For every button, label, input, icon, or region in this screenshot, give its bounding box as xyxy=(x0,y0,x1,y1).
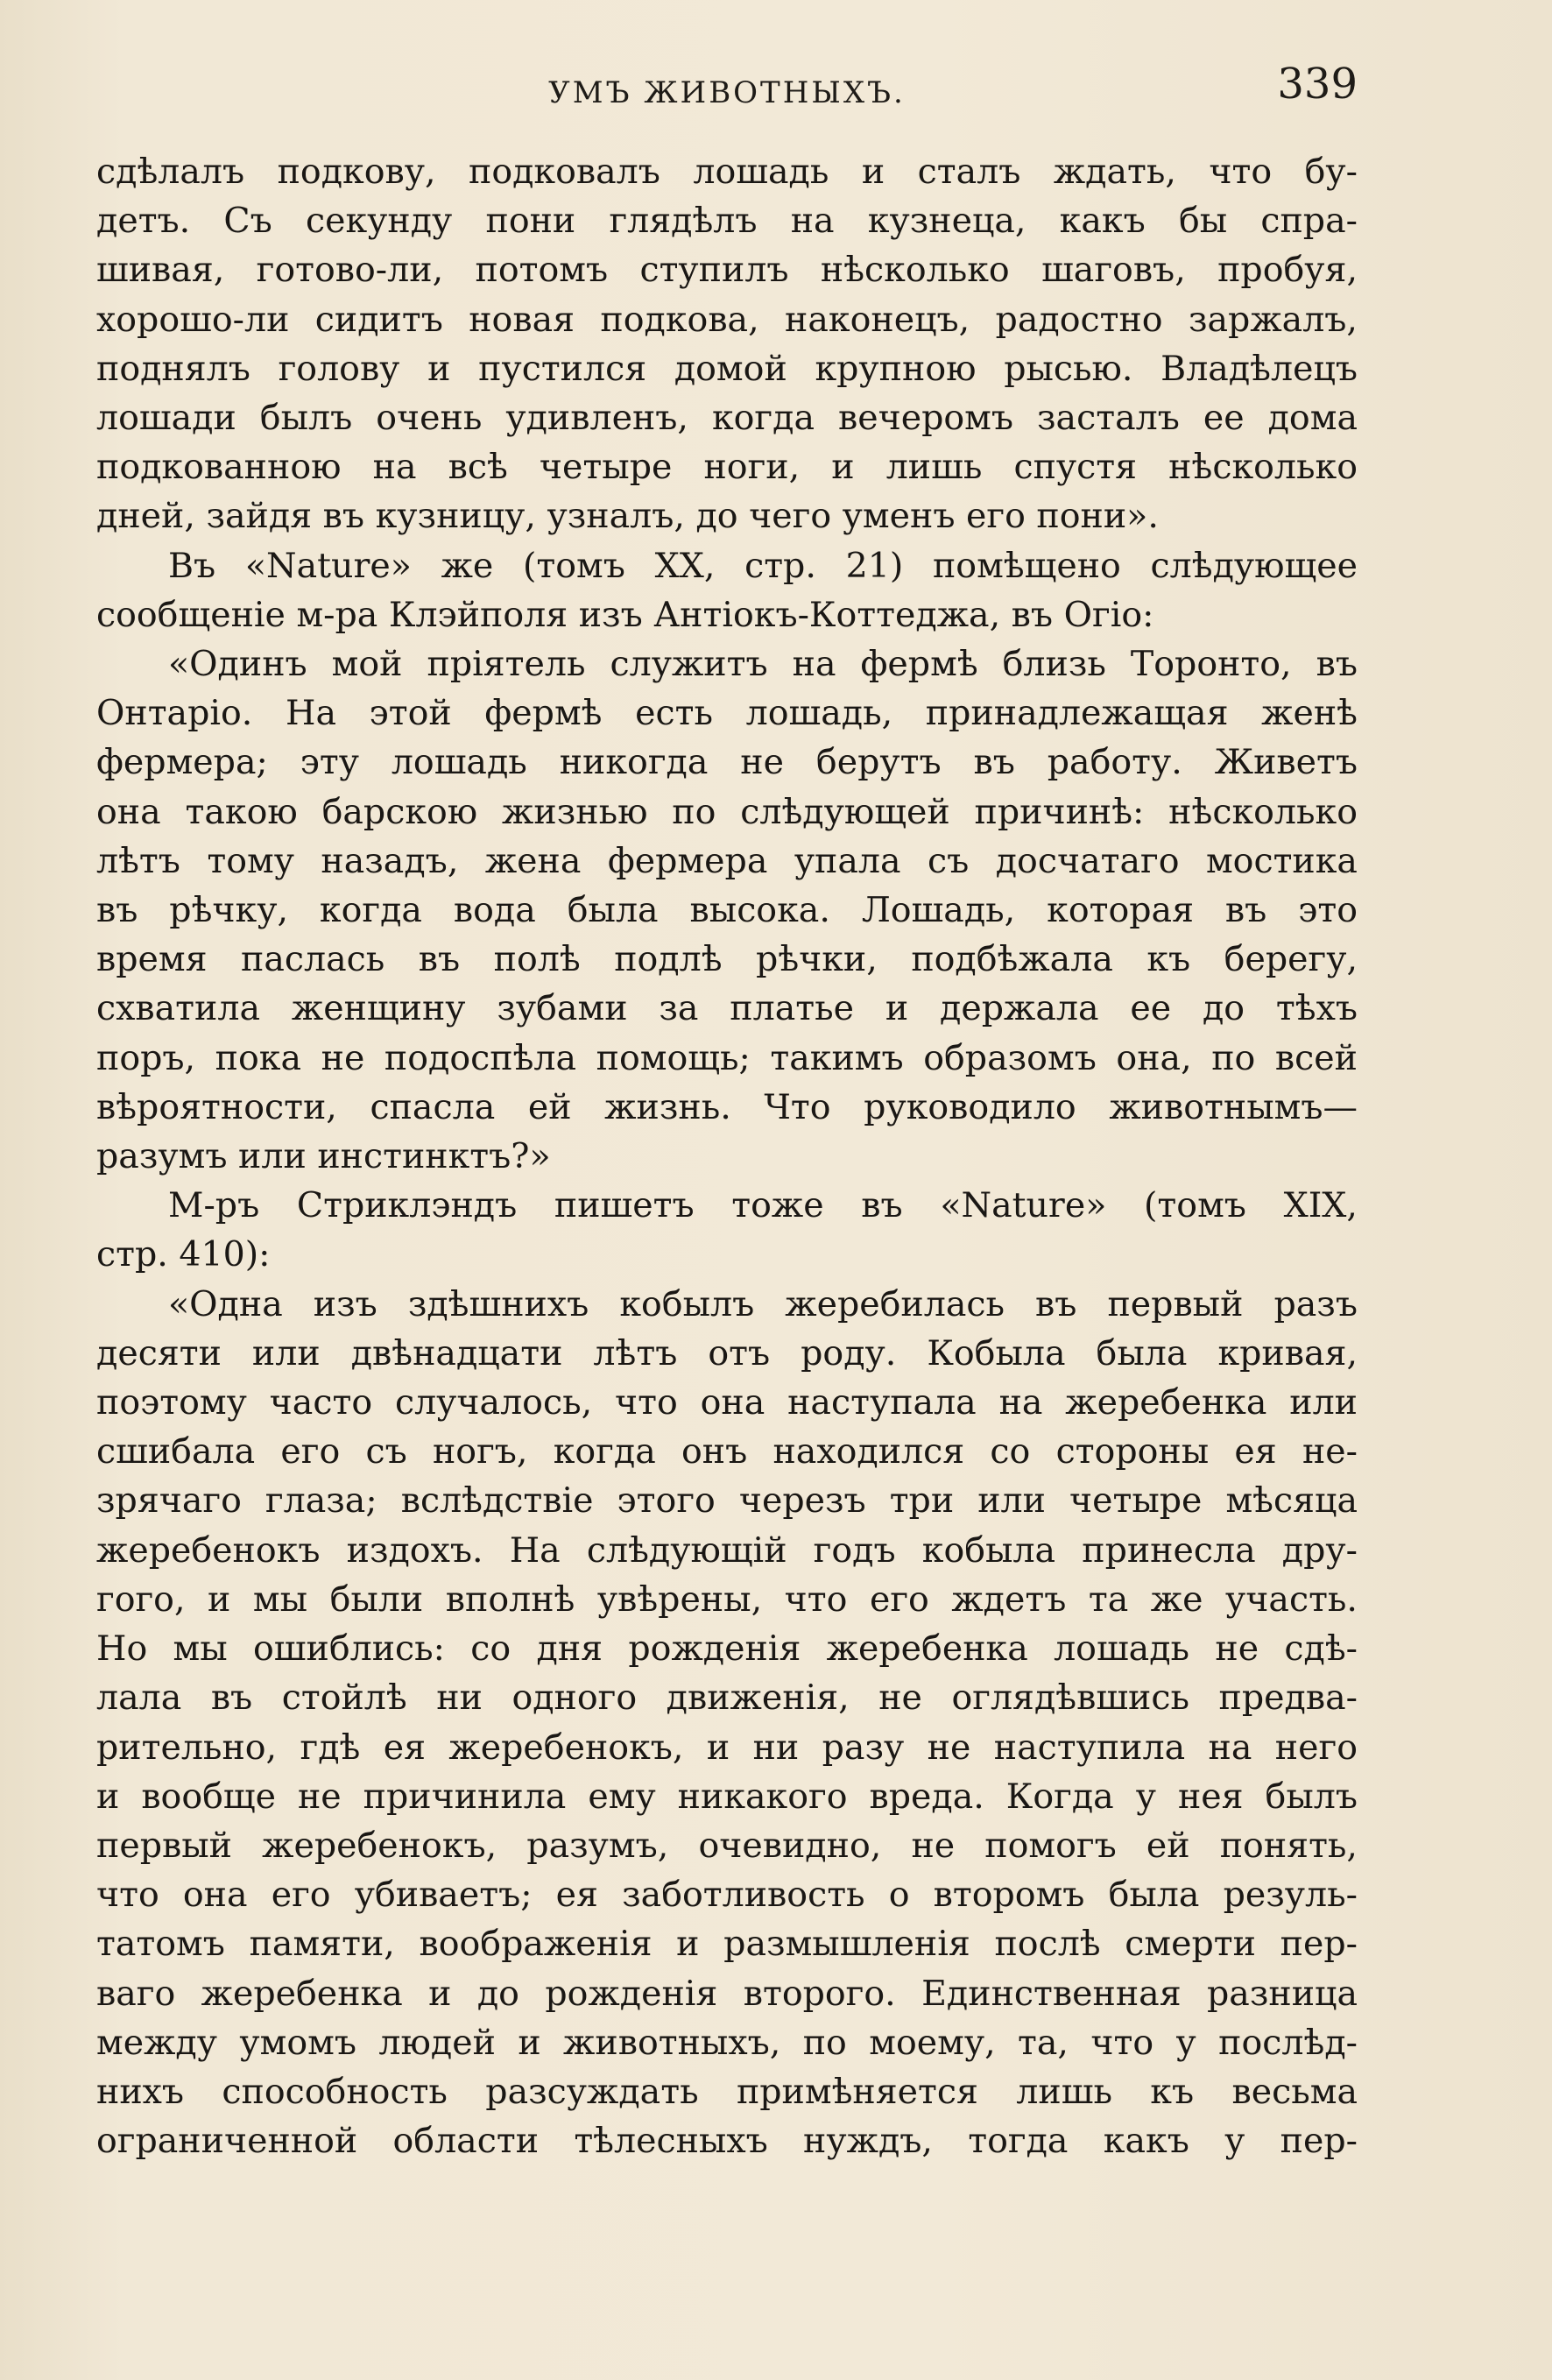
text-line: поднялъ голову и пустился домой крупною рысью. Владѣлецъ xyxy=(96,348,1358,389)
text-line: рительно, гдѣ ея жеребенокъ, и ни разу не наступила на него xyxy=(96,1727,1358,1768)
text-line: она такою барскою жизнью по слѣдующей причинѣ: нѣсколько xyxy=(96,791,1358,832)
text-line: Въ «Nature» же (томъ XX, стр. 21) помѣщено слѣдующее xyxy=(168,545,1358,586)
text-line: лала въ стойлѣ ни одного движенія, не оглядѣвшись предва- xyxy=(96,1677,1358,1719)
text-line: Онтаріо. На этой фермѣ есть лошадь, принадлежащая женѣ xyxy=(96,693,1358,734)
text-line: зрячаго глаза; вслѣдствіе этого черезъ три или четыре мѣсяца xyxy=(96,1480,1358,1522)
text-line: шивая, готово-ли, потомъ ступилъ нѣсколько шаговъ, пробуя, xyxy=(96,250,1358,291)
text-line: ограниченной области тѣлесныхъ нуждъ, тогда какъ у пер- xyxy=(96,2121,1358,2162)
text-line: подкованною на всѣ четыре ноги, и лишь спустя нѣсколько xyxy=(96,447,1358,488)
text-line: сдѣлалъ подкову, подковалъ лошадь и сталъ ждать, что бу- xyxy=(96,152,1358,192)
text-line: татомъ памяти, воображенія и размышленія послѣ смерти пер- xyxy=(96,1924,1358,1965)
text-line: М-ръ Стриклэндъ пишетъ тоже въ «Nature» (томъ XIX, xyxy=(168,1185,1358,1226)
text-line: гого, и мы были вполнѣ увѣрены, что его ждетъ та же участь. xyxy=(96,1578,1358,1620)
text-line: сообщеніе м-ра Клэйполя изъ Антіокъ-Коттеджа, въ Огіо: xyxy=(96,594,1154,635)
text-line: хорошо-ли сидитъ новая подкова, наконецъ, радостно заржалъ, xyxy=(96,299,1358,340)
text-line: «Одинъ мой пріятель служитъ на фермѣ близь Торонто, въ xyxy=(168,644,1358,685)
text-line: дней, зайдя въ кузницу, узналъ, до чего уменъ его пони». xyxy=(96,496,1159,537)
text-line: поръ, пока не подоспѣла помощь; такимъ образомъ она, по всей xyxy=(96,1037,1358,1078)
body-text xyxy=(96,147,1358,2165)
text-line: и вообще не причинила ему никакого вреда. Когда у нея былъ xyxy=(96,1776,1358,1817)
text-line: «Одна изъ здѣшнихъ кобылъ жеребилась въ первый разъ xyxy=(168,1283,1358,1324)
text-line: разумъ или инстинктъ?» xyxy=(96,1136,551,1177)
text-line: первый жеребенокъ, разумъ, очевидно, не помогъ ей понять, xyxy=(96,1825,1358,1866)
text-line: въ рѣчку, когда вода была высока. Лошадь, которая въ это xyxy=(96,890,1358,931)
text-line: время паслась въ полѣ подлѣ рѣчки, подбѣжала къ берегу, xyxy=(96,939,1358,980)
text-line: лошади былъ очень удивленъ, когда вечеромъ засталъ ее дома xyxy=(96,398,1358,439)
text-line: жеребенокъ издохъ. На слѣдующій годъ кобыла принесла дру- xyxy=(96,1529,1358,1571)
text-line: стр. 410): xyxy=(96,1234,271,1275)
text-line: нихъ способность разсуждать примѣняется лишь къ весьма xyxy=(96,2071,1358,2112)
text-line: поэтому часто случалось, что она наступала на жеребенка или xyxy=(96,1382,1358,1423)
text-line: вѣроятности, спасла ей жизнь. Что руководило животнымъ— xyxy=(96,1086,1358,1127)
text-line: сшибала его съ ногъ, когда онъ находился со стороны ея не- xyxy=(96,1431,1358,1472)
text-line: десяти или двѣнадцати лѣтъ отъ роду. Кобыла была кривая, xyxy=(96,1332,1358,1374)
text-line: фермера; эту лошадь никогда не берутъ въ работу. Живетъ xyxy=(96,742,1358,783)
text-line: ваго жеребенка и до рожденія второго. Единственная разница xyxy=(96,1973,1358,2014)
page-number: 339 xyxy=(1277,60,1358,109)
text-line: лѣтъ тому назадъ, жена фермера упала съ досчатаго мостика xyxy=(96,840,1358,881)
page-header xyxy=(96,60,1358,121)
text-line: Но мы ошиблись: со дня рожденія жеребенка лошадь не сдѣ- xyxy=(96,1628,1358,1670)
text-line: что она его убиваетъ; ея заботливость о второмъ была резуль- xyxy=(96,1875,1358,1916)
text-line: схватила женщину зубами за платье и держала ее до тѣхъ xyxy=(96,988,1358,1029)
text-line: детъ. Съ секунду пони глядѣлъ на кузнеца, какъ бы спра- xyxy=(96,201,1358,242)
text-line: между умомъ людей и животныхъ, по моему, та, что у послѣд- xyxy=(96,2022,1358,2063)
running-head: УМЪ ЖИВОТНЫХЪ. xyxy=(548,75,906,110)
